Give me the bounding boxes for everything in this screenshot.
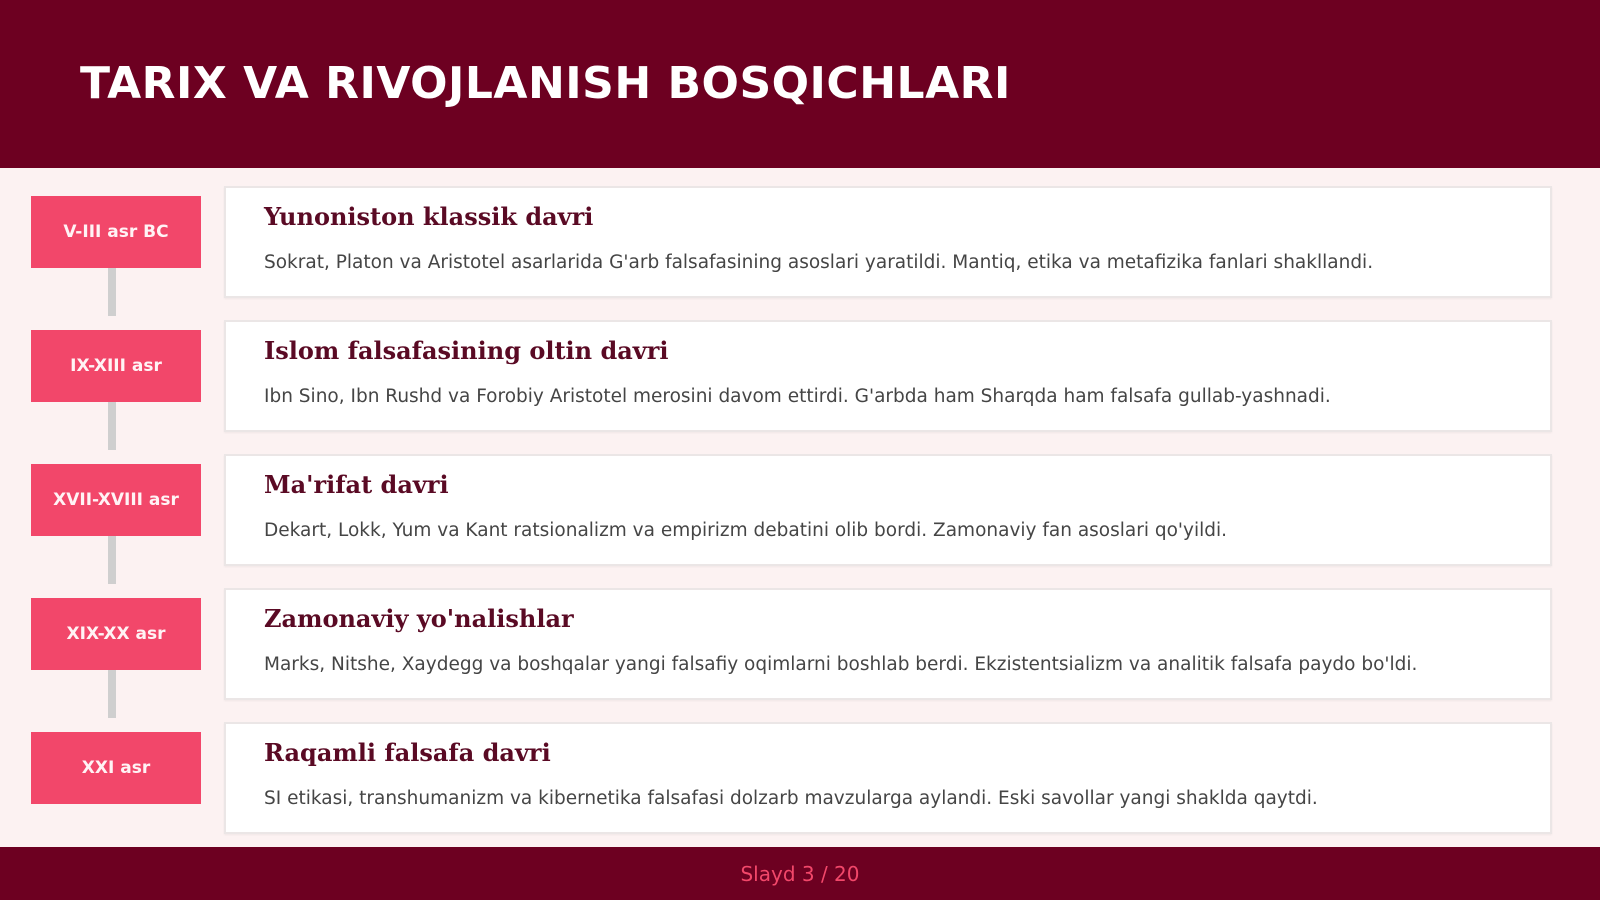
card-title: Raqamli falsafa davri <box>264 738 551 767</box>
timeline-row <box>0 168 1600 302</box>
timeline-card <box>224 722 1552 834</box>
slide-footer <box>0 847 1600 900</box>
timeline <box>0 168 1600 847</box>
card-title: Yunoniston klassik davri <box>264 202 594 231</box>
card-description: Dekart, Lokk, Yum va Kant ratsionalizm va empirizm debatini olib bordi. Zamonaviy fan asoslari qo'yildi. <box>264 520 1228 541</box>
timeline-card <box>224 454 1552 566</box>
card-description: Sokrat, Platon va Aristotel asarlarida G'arb falsafasining asoslari yaratildi. Mantiq, etika va metafizika fanlari shakllandi. <box>264 252 1374 273</box>
timeline-row <box>0 302 1600 436</box>
card-title: Ma'rifat davri <box>264 470 449 499</box>
era-badge: XVII-XVIII asr <box>31 464 201 536</box>
era-badge: XXI asr <box>31 732 201 804</box>
card-description: Ibn Sino, Ibn Rushd va Forobiy Aristotel merosini davom ettirdi. G'arbda ham Sharqda ham falsafa gullab-yashnadi. <box>264 386 1331 407</box>
card-title: Islom falsafasining oltin davri <box>264 336 669 365</box>
card-description: Marks, Nitshe, Xaydegg va boshqalar yangi falsafiy oqimlarni boshlab berdi. Ekzistentsializm va analitik falsafa paydo bo'ldi. <box>264 654 1418 675</box>
timeline-card <box>224 588 1552 700</box>
timeline-card <box>224 186 1552 298</box>
slide-header <box>0 0 1600 168</box>
timeline-row <box>0 570 1600 704</box>
card-description: SI etikasi, transhumanizm va kibernetika falsafasi dolzarb mavzularga aylandi. Eski savollar yangi shaklda qaytdi. <box>264 788 1318 809</box>
timeline-card <box>224 320 1552 432</box>
slide-number: Slayd 3 / 20 <box>740 861 860 886</box>
slide-title: TARIX VA RIVOJLANISH BOSQICHLARI <box>80 58 1011 109</box>
card-title: Zamonaviy yo'nalishlar <box>264 604 574 633</box>
era-badge: XIX-XX asr <box>31 598 201 670</box>
era-badge: IX-XIII asr <box>31 330 201 402</box>
timeline-row <box>0 436 1600 570</box>
era-badge: V-III asr BC <box>31 196 201 268</box>
timeline-row <box>0 704 1600 838</box>
